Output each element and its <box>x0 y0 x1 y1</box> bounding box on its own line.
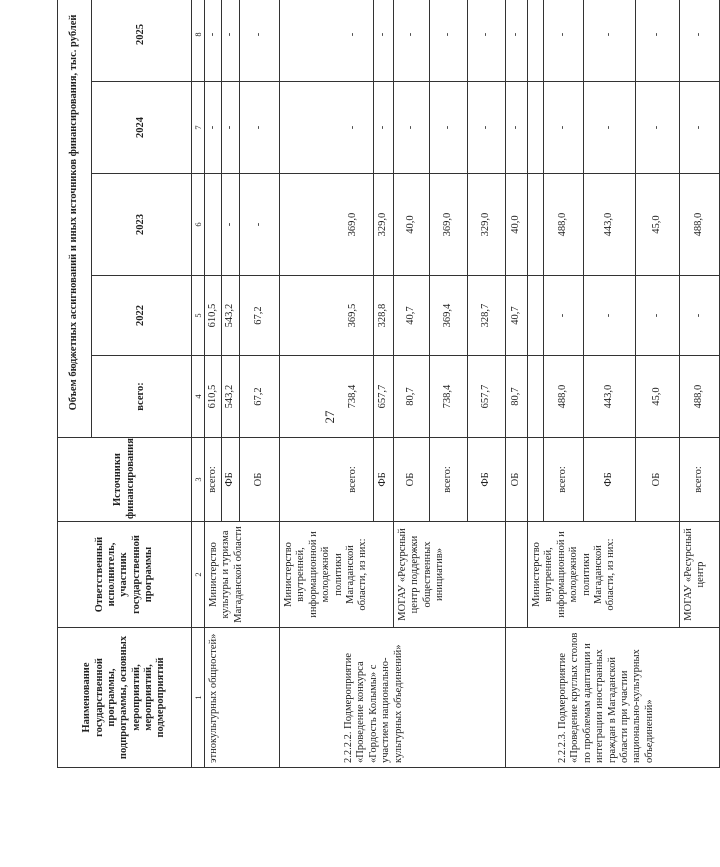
table-row <box>205 0 222 768</box>
funding-source-cell: всего: <box>680 438 720 522</box>
funding-source-cell: ОБ <box>394 438 430 522</box>
total-cell: 657,7 <box>468 356 506 438</box>
year-2022-cell: 369,4 <box>430 276 468 356</box>
year-2024-cell: - <box>205 82 222 174</box>
column-number: 4 <box>192 356 205 438</box>
year-2023-cell: 329,0 <box>374 174 394 276</box>
year-2025-cell: - <box>394 0 430 82</box>
table-row <box>506 0 528 768</box>
column-number: 8 <box>192 0 205 82</box>
year-2022-cell: 328,8 <box>374 276 394 356</box>
spacer-cell <box>280 276 334 356</box>
total-cell: 738,4 <box>430 356 468 438</box>
total-cell: 738,4 <box>334 356 374 438</box>
funding-source-cell: ФБ <box>374 438 394 522</box>
header-year-2024: 2024 <box>92 82 192 174</box>
total-cell: 543,2 <box>222 356 240 438</box>
table-row <box>280 0 290 768</box>
block2-responsible-center: МОГАУ «Ресурсный центр поддержки общественных инициатив» <box>394 522 506 628</box>
total-cell: 443,0 <box>584 356 636 438</box>
year-2023-cell: 369,0 <box>334 174 374 276</box>
spacer-cell <box>528 356 544 438</box>
year-2022-cell: 328,7 <box>468 276 506 356</box>
year-2024-cell: - <box>394 82 430 174</box>
year-2025-cell: - <box>240 0 280 82</box>
year-2025-cell: - <box>205 0 222 82</box>
total-cell: 657,7 <box>374 356 394 438</box>
block1-name: этнокультурных общностей» <box>205 628 280 768</box>
spacer-cell <box>280 174 334 276</box>
funding-source-cell: ОБ <box>636 438 680 522</box>
header-row <box>58 0 92 768</box>
year-2024-cell: - <box>506 82 528 174</box>
funding-source-cell: ОБ <box>240 438 280 522</box>
year-2023-cell: 443,0 <box>584 174 636 276</box>
block2-responsible-ministry: Министерство внутренней, информационной и молодежной политики Магаданской области, из них: <box>280 522 394 628</box>
year-2023-cell: 329,0 <box>468 174 506 276</box>
year-2023-cell: - <box>240 174 280 276</box>
year-2023-cell <box>205 174 222 276</box>
spacer-cell <box>506 522 528 628</box>
total-cell: 80,7 <box>506 356 528 438</box>
spacer-cell <box>280 356 334 438</box>
year-2023-cell: 40,0 <box>394 174 430 276</box>
year-2022-cell: 543,2 <box>222 276 240 356</box>
column-number: 2 <box>192 522 205 628</box>
year-2023-cell: 40,0 <box>506 174 528 276</box>
year-2025-cell: - <box>468 0 506 82</box>
year-2022-cell: - <box>544 276 584 356</box>
spacer-cell <box>280 82 334 174</box>
spacer-cell <box>528 438 544 522</box>
year-2024-cell: - <box>334 82 374 174</box>
funding-source-cell: всего: <box>334 438 374 522</box>
year-2023-cell: - <box>222 174 240 276</box>
year-2025-cell: - <box>544 0 584 82</box>
year-2025-cell: - <box>680 0 720 82</box>
year-2024-cell: - <box>222 82 240 174</box>
year-2024-cell: - <box>468 82 506 174</box>
year-2022-cell: - <box>584 276 636 356</box>
spacer-cell <box>528 82 544 174</box>
block3-name <box>506 628 720 768</box>
year-2022-cell: 67,2 <box>240 276 280 356</box>
block2-name <box>280 628 506 768</box>
year-2023-cell: 45,0 <box>636 174 680 276</box>
header-program-name: Наименование государственной программы, подпрограммы, основных мероприятий, мероприятий, подмероприятий <box>58 628 192 768</box>
funding-source-cell: ОБ <box>506 438 528 522</box>
year-2023-cell: 488,0 <box>680 174 720 276</box>
year-2025-cell: - <box>334 0 374 82</box>
year-2022-cell: 369,5 <box>334 276 374 356</box>
year-2023-cell: 369,0 <box>430 174 468 276</box>
funding-source-cell: ФБ <box>468 438 506 522</box>
budget-table <box>57 0 720 768</box>
year-2024-cell: - <box>584 82 636 174</box>
year-2024-cell: - <box>680 82 720 174</box>
year-2024-cell: - <box>374 82 394 174</box>
block3-responsible-ministry: Министерство внутренней, информационной и молодежной политики Магаданской области, из них: <box>528 522 680 628</box>
header-funding-source: Источники финансирования <box>58 438 192 522</box>
block3-responsible-center: МОГАУ «Ресурсный центр <box>680 522 720 628</box>
spacer-cell <box>280 0 334 82</box>
funding-source-cell: ФБ <box>222 438 240 522</box>
total-cell: 45,0 <box>636 356 680 438</box>
year-2022-cell: - <box>636 276 680 356</box>
header-budget-volume: Объем бюджетных ассигнований и иных источников финансирования, тыс. рублей <box>58 0 92 438</box>
column-number: 6 <box>192 174 205 276</box>
column-number-row <box>192 0 205 768</box>
block2-name-text: 2.2.2.2. Подмероприятие «Проведение конкурса «Гордость Колымы» с участием национально-культурных объединений» <box>343 644 404 763</box>
year-2022-cell: 40,7 <box>506 276 528 356</box>
spacer-cell <box>528 174 544 276</box>
column-number: 5 <box>192 276 205 356</box>
header-year-2022: 2022 <box>92 276 192 356</box>
funding-source-cell: всего: <box>544 438 584 522</box>
total-cell: 80,7 <box>394 356 430 438</box>
year-2025-cell: - <box>222 0 240 82</box>
total-cell: 488,0 <box>544 356 584 438</box>
year-2024-cell: - <box>240 82 280 174</box>
year-2025-cell: - <box>584 0 636 82</box>
column-number: 7 <box>192 82 205 174</box>
block1-responsible: Министерство культуры и туризма Магаданской области <box>205 522 280 628</box>
year-2025-cell: - <box>430 0 468 82</box>
header-year-2025: 2025 <box>92 0 192 82</box>
column-number: 3 <box>192 438 205 522</box>
year-2024-cell: - <box>544 82 584 174</box>
year-2023-cell: 488,0 <box>544 174 584 276</box>
total-cell: 67,2 <box>240 356 280 438</box>
year-2022-cell: 610,5 <box>205 276 222 356</box>
year-2022-cell: - <box>680 276 720 356</box>
spacer-cell <box>528 0 544 82</box>
page-number: 27 <box>322 410 337 424</box>
column-number: 1 <box>192 628 205 768</box>
year-2025-cell: - <box>636 0 680 82</box>
year-2022-cell: 40,7 <box>394 276 430 356</box>
header-responsible: Ответственный исполнитель, участник государственной программы <box>58 522 192 628</box>
year-2024-cell: - <box>636 82 680 174</box>
spacer-cell <box>528 276 544 356</box>
year-2025-cell: - <box>506 0 528 82</box>
spacer-cell <box>280 438 334 522</box>
total-cell: 488,0 <box>680 356 720 438</box>
header-year-2023: 2023 <box>92 174 192 276</box>
year-2025-cell: - <box>374 0 394 82</box>
funding-source-cell: всего: <box>205 438 222 522</box>
total-cell: 610,5 <box>205 356 222 438</box>
year-2024-cell: - <box>430 82 468 174</box>
funding-source-cell: ФБ <box>584 438 636 522</box>
block3-name-text: 2.2.2.3. Подмероприятие «Проведение круглых столов по проблемам адаптации и интеграции иностранных граждан в Магаданской области при участии национально-культурных объединений» <box>557 632 655 763</box>
header-total: всего: <box>92 356 192 438</box>
rotated-page <box>57 0 707 768</box>
funding-source-cell: всего: <box>430 438 468 522</box>
